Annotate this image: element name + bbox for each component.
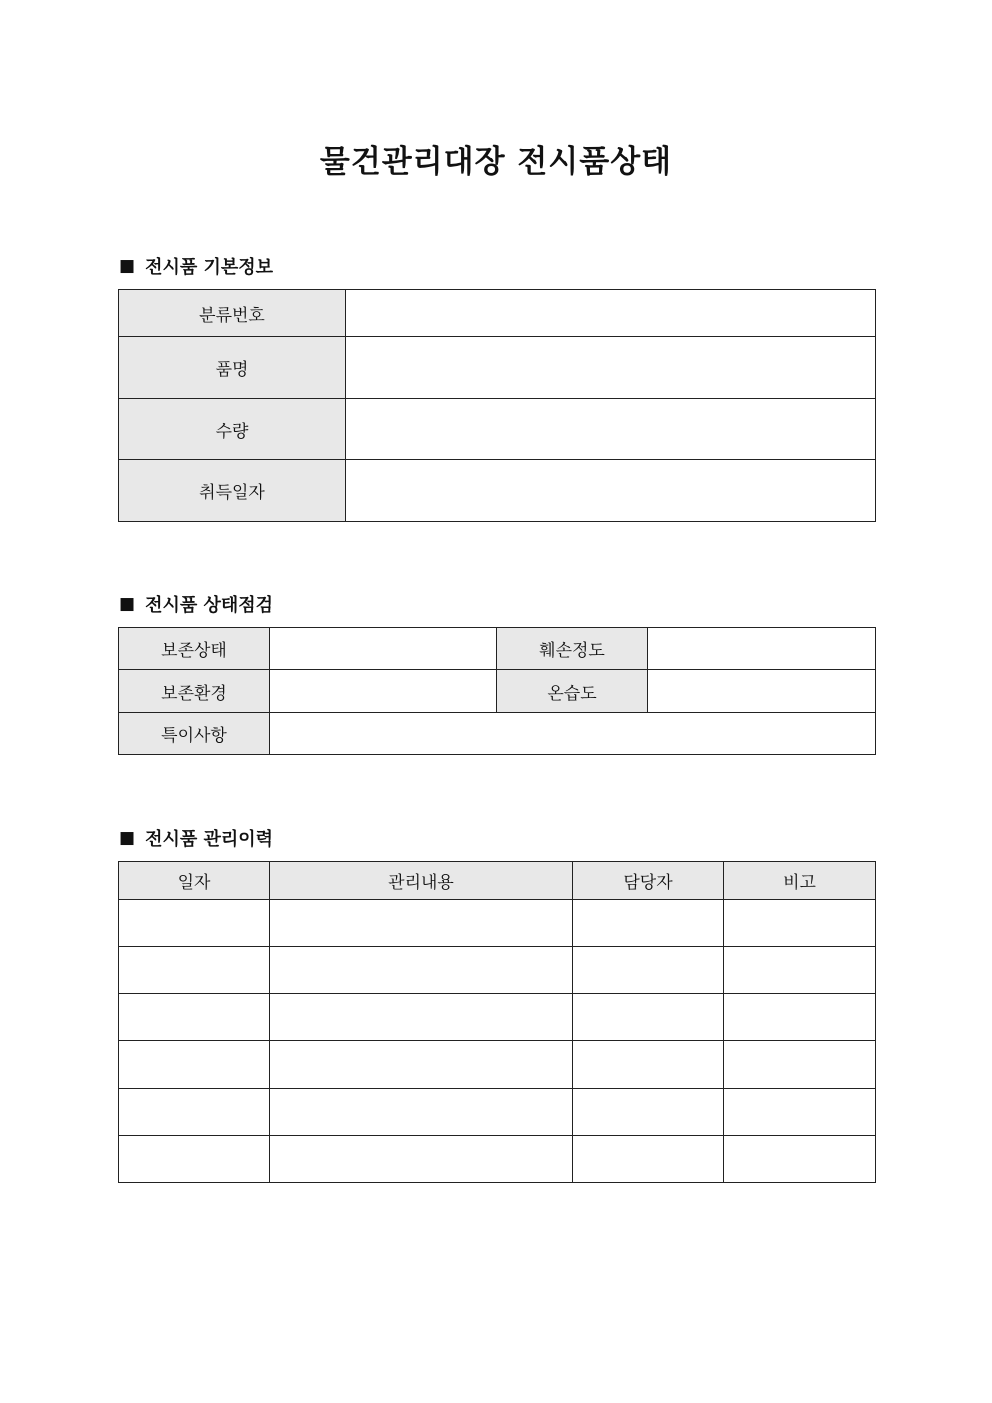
label-cell: 특이사항 [119, 713, 270, 755]
section-heading-management-history [119, 825, 273, 851]
square-bullet-icon: ■ [119, 256, 136, 276]
column-header: 비고 [724, 862, 876, 900]
column-header: 일자 [119, 862, 270, 900]
table-cell[interactable] [270, 994, 573, 1041]
table-cell[interactable] [270, 947, 573, 994]
table-cell[interactable] [724, 900, 876, 947]
column-header: 관리내용 [270, 862, 573, 900]
label-cell: 품명 [119, 337, 346, 399]
table-cell[interactable] [119, 1136, 270, 1183]
table-cell[interactable] [270, 900, 573, 947]
table-cell[interactable] [270, 1136, 573, 1183]
value-cell[interactable] [648, 628, 876, 670]
table-cell[interactable] [724, 947, 876, 994]
management-history-table [118, 861, 876, 1183]
value-cell[interactable] [648, 670, 876, 713]
table-row [119, 1041, 876, 1089]
label-cell: 분류번호 [119, 290, 346, 337]
label-cell: 수량 [119, 399, 346, 460]
table-cell[interactable] [119, 947, 270, 994]
table-cell[interactable] [119, 1089, 270, 1136]
table-cell[interactable] [119, 900, 270, 947]
table-row [119, 1089, 876, 1136]
table-cell[interactable] [573, 1041, 724, 1089]
table-cell[interactable] [119, 994, 270, 1041]
table-cell[interactable] [724, 1089, 876, 1136]
value-cell[interactable] [346, 337, 876, 399]
value-cell[interactable] [346, 460, 876, 522]
value-cell[interactable] [270, 713, 876, 755]
label-cell: 온습도 [497, 670, 648, 713]
value-cell[interactable] [270, 670, 497, 713]
table-row [119, 670, 876, 713]
table-row [119, 460, 876, 522]
table-row [119, 399, 876, 460]
table-row [119, 337, 876, 399]
value-cell[interactable] [270, 628, 497, 670]
square-bullet-icon: ■ [119, 828, 136, 848]
label-cell: 훼손정도 [497, 628, 648, 670]
table-row [119, 1136, 876, 1183]
section-heading-label: 전시품 관리이력 [145, 829, 274, 850]
condition-check-table [118, 627, 876, 755]
table-row [119, 947, 876, 994]
section-heading-basic-info [119, 253, 273, 279]
section-heading-condition-check [119, 591, 273, 617]
table-row [119, 713, 876, 755]
section-heading-label: 전시품 상태점검 [145, 595, 274, 616]
label-cell: 보존상태 [119, 628, 270, 670]
table-header-row [119, 862, 876, 900]
table-row [119, 290, 876, 337]
square-bullet-icon: ■ [119, 594, 136, 614]
table-cell[interactable] [573, 1136, 724, 1183]
table-cell[interactable] [573, 994, 724, 1041]
table-cell[interactable] [119, 1041, 270, 1089]
page-title: 물건관리대장 전시품상태 [319, 144, 673, 180]
table-cell[interactable] [724, 1136, 876, 1183]
column-header: 담당자 [573, 862, 724, 900]
table-cell[interactable] [573, 947, 724, 994]
table-row [119, 628, 876, 670]
section-heading-label: 전시품 기본정보 [145, 257, 274, 278]
label-cell: 취득일자 [119, 460, 346, 522]
table-cell[interactable] [724, 994, 876, 1041]
table-row [119, 900, 876, 947]
value-cell[interactable] [346, 399, 876, 460]
basic-info-table [118, 289, 876, 522]
label-cell: 보존환경 [119, 670, 270, 713]
table-cell[interactable] [270, 1089, 573, 1136]
table-cell[interactable] [724, 1041, 876, 1089]
table-row [119, 994, 876, 1041]
table-cell[interactable] [270, 1041, 573, 1089]
table-cell[interactable] [573, 900, 724, 947]
table-cell[interactable] [573, 1089, 724, 1136]
value-cell[interactable] [346, 290, 876, 337]
